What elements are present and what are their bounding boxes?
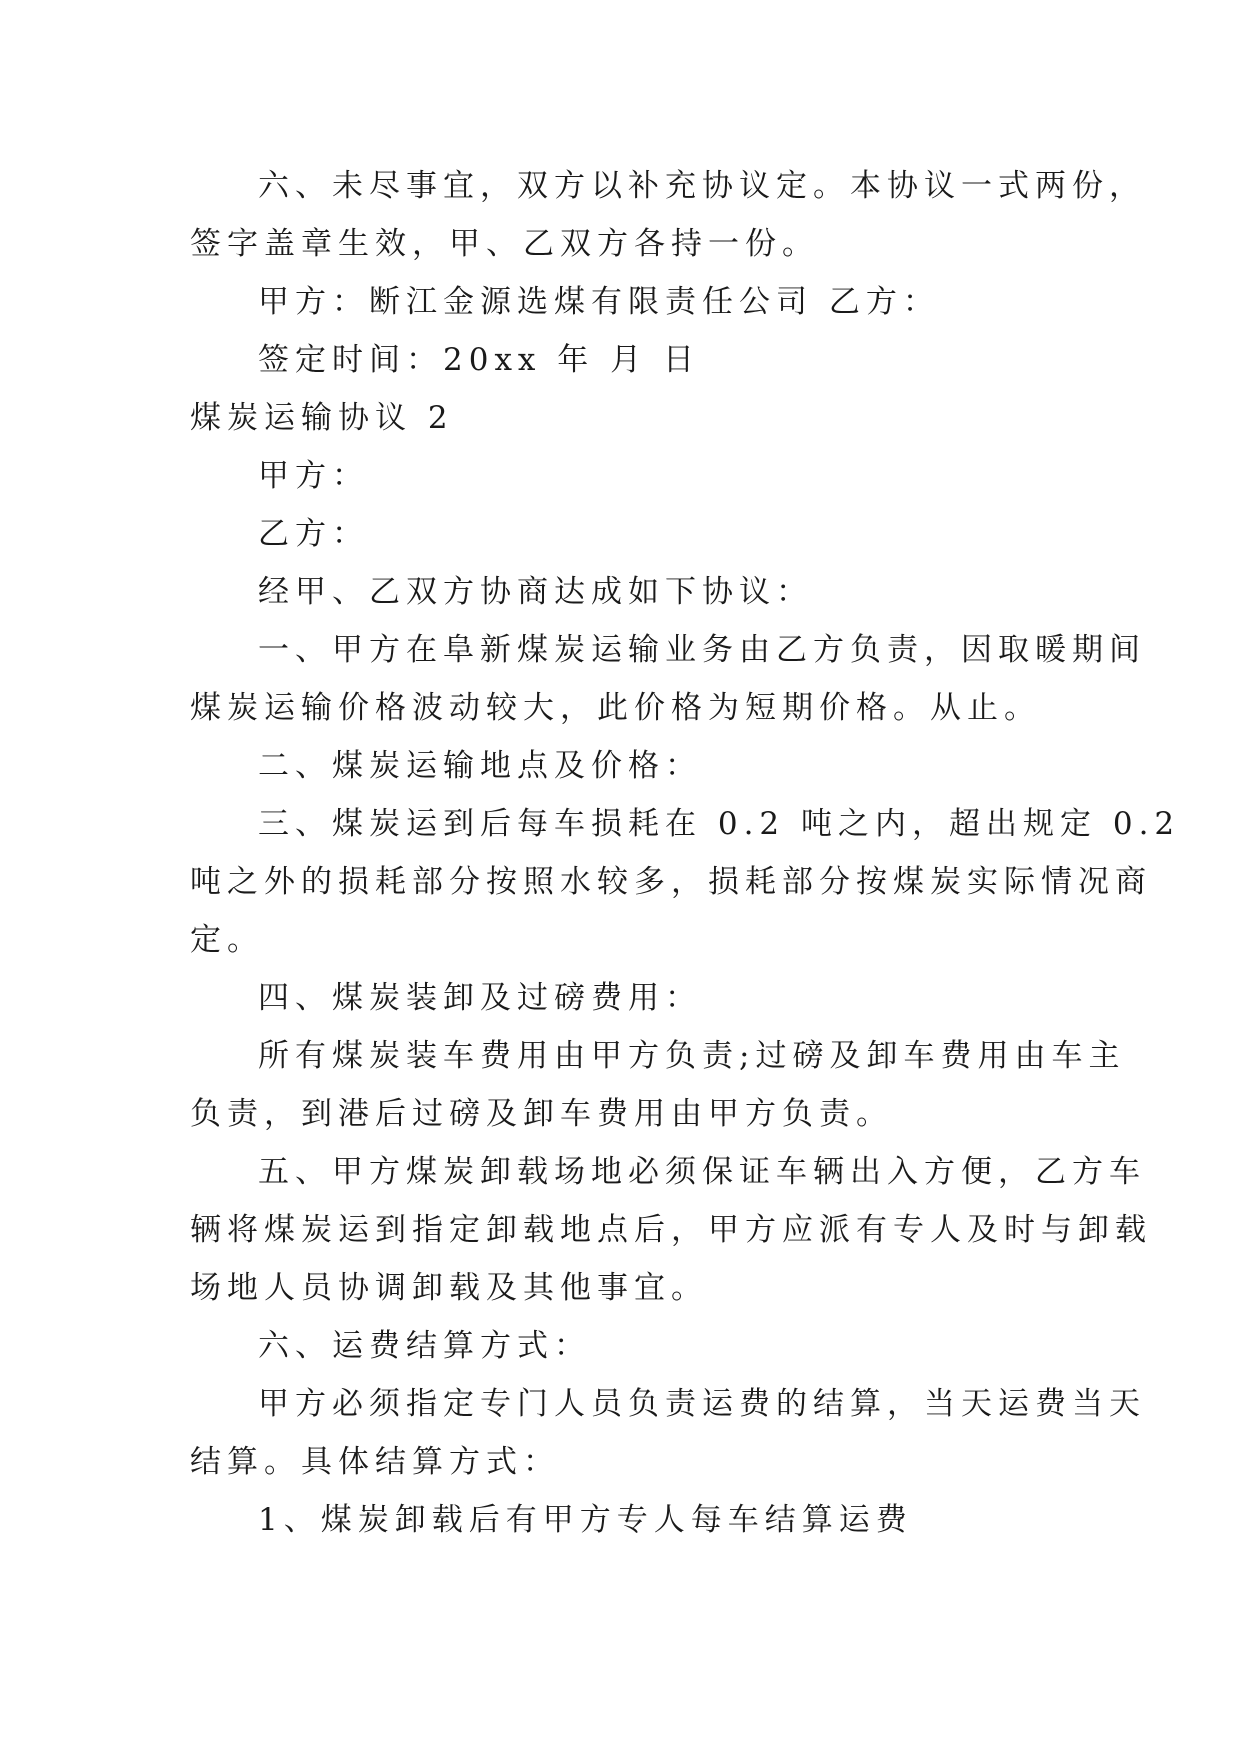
paragraph-line-2: 签字盖章生效，甲、乙双方各持一份。 bbox=[190, 226, 819, 262]
party-a-label: 甲方： bbox=[258, 458, 369, 494]
clause-6-line-2: 结算。具体结算方式： bbox=[190, 1444, 560, 1480]
agreement-intro: 经甲、乙双方协商达成如下协议： bbox=[258, 574, 813, 610]
clause-6-line-1: 甲方必须指定专门人员负责运费的结算，当天运费当天 bbox=[258, 1386, 1146, 1422]
clause-4-line-1: 所有煤炭装车费用由甲方负责;过磅及卸车费用由车主 bbox=[258, 1038, 1126, 1074]
clause-3-line-2: 吨之外的损耗部分按照水较多，损耗部分按煤炭实际情况商 bbox=[190, 864, 1152, 900]
party-a-signature-line: 甲方：断江金源选煤有限责任公司 乙方： bbox=[258, 284, 940, 320]
clause-1-line-2: 煤炭运输价格波动较大，此价格为短期价格。从止。 bbox=[190, 690, 1041, 726]
clause-4-heading: 四、煤炭装卸及过磅费用： bbox=[258, 980, 702, 1016]
clause-6-heading: 六、运费结算方式： bbox=[258, 1328, 591, 1364]
signing-date-line: 签定时间：20xx 年 月 日 bbox=[258, 342, 700, 378]
section-title: 煤炭运输协议 2 bbox=[190, 400, 454, 436]
clause-5-line-2: 辆将煤炭运到指定卸载地点后，甲方应派有专人及时与卸载 bbox=[190, 1212, 1152, 1248]
clause-5-line-1: 五、甲方煤炭卸载场地必须保证车辆出入方便，乙方车 bbox=[258, 1154, 1146, 1190]
clause-6-item-1: 1、煤炭卸载后有甲方专人每车结算运费 bbox=[258, 1502, 913, 1538]
clause-3-line-1: 三、煤炭运到后每车损耗在 0.2 吨之内，超出规定 0.2 bbox=[258, 806, 1181, 842]
clause-4-line-2: 负责，到港后过磅及卸车费用由甲方负责。 bbox=[190, 1096, 893, 1132]
clause-3-line-3: 定。 bbox=[190, 922, 264, 958]
clause-2-heading: 二、煤炭运输地点及价格： bbox=[258, 748, 702, 784]
party-b-label: 乙方： bbox=[258, 516, 369, 552]
clause-5-line-3: 场地人员协调卸载及其他事宜。 bbox=[190, 1270, 708, 1306]
paragraph-line-1: 六、未尽事宜，双方以补充协议定。本协议一式两份， bbox=[258, 168, 1146, 204]
clause-1-line-1: 一、甲方在阜新煤炭运输业务由乙方负责，因取暖期间 bbox=[258, 632, 1146, 668]
